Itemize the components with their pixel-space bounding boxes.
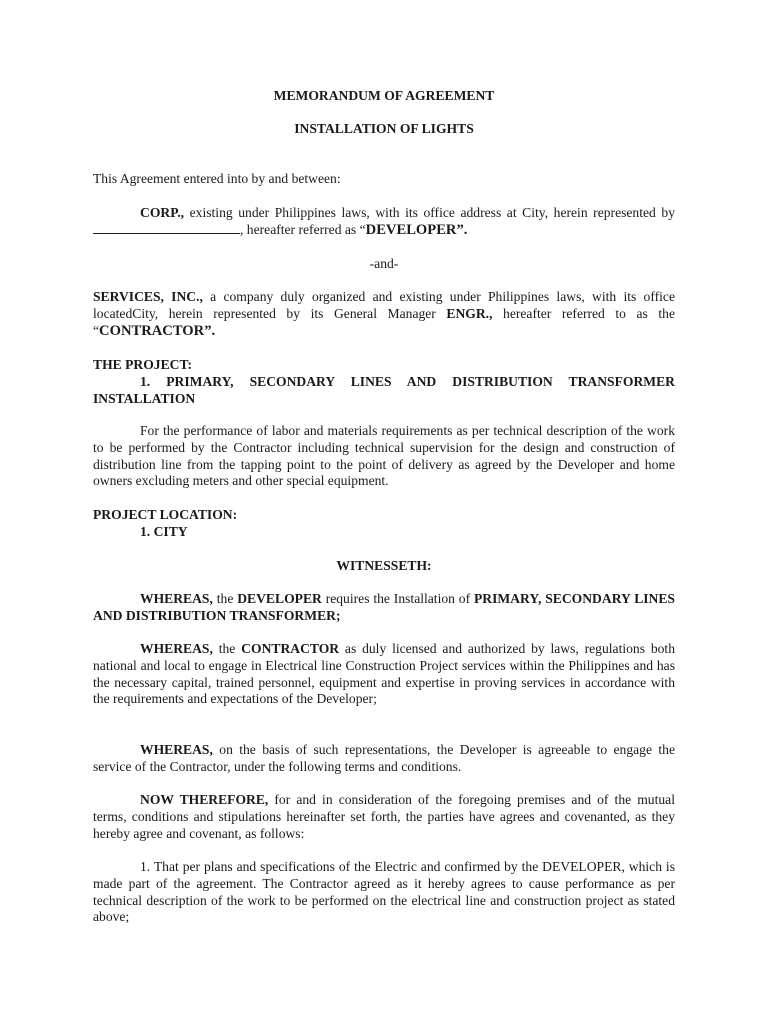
witnesseth-text: WITNESSETH:: [336, 558, 432, 573]
party1-text2: , hereafter referred as “: [240, 221, 366, 237]
party2-paragraph: [93, 289, 675, 339]
party2-name: SERVICES, INC.,: [93, 289, 203, 304]
party2-role: CONTRACTOR”.: [99, 322, 216, 339]
party1-text1: existing under Philippines laws, with its office address at City, herein represented by: [184, 205, 675, 220]
document-title: MEMORANDUM OF AGREEMENT: [273, 88, 495, 103]
document-subtitle: INSTALLATION OF LIGHTS: [294, 121, 474, 136]
now-therefore-paragraph: [93, 792, 675, 842]
whereas1-text1: the: [212, 591, 238, 606]
whereas2-text2: as duly licensed and authorized by laws, regulations both national and local to engage in Electrical line Construction Project services within the Philippines and has the necessary capital, trained personnel, equipment and expertise in proving services in accordance with the requirements and expectations of the Developer;: [93, 641, 676, 707]
project-item: [93, 374, 675, 408]
and-text: -and-: [369, 256, 399, 271]
whereas1-bold-end: PRIMARY, SECONDARY LINES AND DISTRIBUTION TRANSFORMER;: [93, 591, 675, 623]
party2-text2: hereafter referred to as the “: [93, 305, 676, 338]
project-heading-text: THE PROJECT:: [93, 357, 193, 372]
whereas2-text1: the: [212, 641, 242, 656]
clause-1-paragraph: [93, 859, 675, 926]
intro-paragraph: [93, 171, 675, 188]
whereas-paragraph-3: [93, 742, 675, 776]
whereas2-party: CONTRACTOR: [241, 641, 340, 656]
now-therefore-text: for and in consideration of the foregoing premises and of the mutual terms, conditions and stipulations hereinafter set forth, the parties have agrees and covenanted, as they hereby agree and covenant, as follows:: [93, 792, 675, 841]
party2-representative: ENGR.,: [446, 305, 493, 321]
whereas1-lead: WHEREAS,: [140, 591, 213, 606]
party1-paragraph: [93, 205, 675, 239]
project-item-text: 1. PRIMARY, SECONDARY LINES AND DISTRIBUTION TRANSFORMER INSTALLATION: [93, 374, 675, 406]
whereas-paragraph-1: [93, 591, 675, 625]
party2-text1: a company duly organized and existing under Philippines laws, with its office locatedCity, herein represented by its General Manager: [93, 289, 675, 321]
location-item-text: 1. CITY: [140, 524, 188, 539]
party1-name: CORP.,: [140, 205, 185, 220]
and-separator: [93, 256, 675, 273]
project-description-text: For the performance of labor and materials requirements as per technical description of the work to be performed by the Contractor including technical supervision for the design and construction of distribution line from the tapping point to the point of delivery as agreed by the Developer and home owners excluding meters and other special equipment.: [93, 423, 675, 489]
project-description: [93, 423, 675, 490]
whereas3-text: on the basis of such representations, the Developer is agreeable to engage the service of the Contractor, under the following terms and conditions.: [93, 742, 675, 774]
intro-text: This Agreement entered into by and between:: [93, 171, 341, 186]
project-heading: [93, 357, 675, 374]
party1-role: DEVELOPER”.: [365, 221, 468, 238]
witnesseth-heading: [93, 558, 675, 575]
location-item: [93, 524, 675, 541]
location-heading: [93, 507, 675, 524]
whereas1-party: DEVELOPER: [237, 591, 322, 606]
whereas2-lead: WHEREAS,: [140, 641, 213, 656]
location-heading-text: PROJECT LOCATION:: [93, 507, 238, 522]
clause-1-text: 1. That per plans and specifications of the Electric and confirmed by the DEVELOPER, which is made part of the agreement. The Contractor agreed as it hereby agrees to cause performance as per technical description of the work to be performed on the electrical line and construction project as stated above;: [93, 859, 675, 925]
now-therefore-lead: NOW THEREFORE,: [140, 792, 269, 807]
whereas-paragraph-2: [93, 641, 675, 708]
whereas1-text2: requires the Installation of: [321, 591, 474, 606]
whereas3-lead: WHEREAS,: [140, 742, 213, 757]
signature-blank-line: [93, 222, 240, 234]
